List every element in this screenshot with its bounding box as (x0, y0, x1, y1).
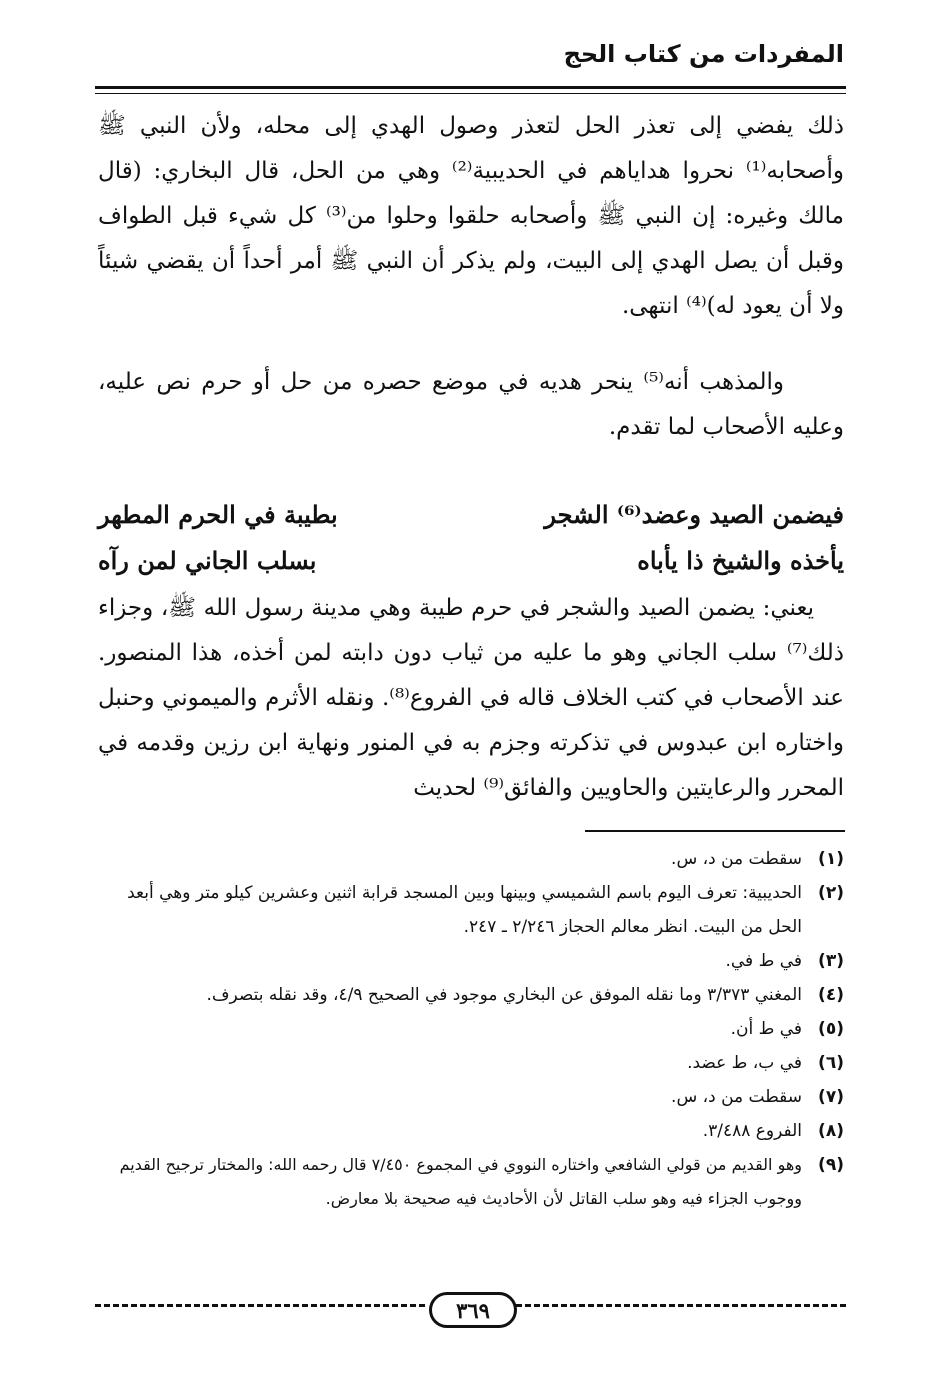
footnote-item (98, 1114, 844, 1148)
body-paragraph-3: يعني: يضمن الصيد والشجر في حرم طيبة وهي مدينة رسول الله ﷺ، وجزاء ذلك⁽⁷⁾ سلب الجاني وهو ما عليه من ثياب دون دابته لمن أخذه، هذا المنصور. عند الأصحاب في كتب الخلاف قاله في الفروع⁽⁸⁾. ونقله الأثرم والميموني وحنبل واختاره ابن عبدوس في تذكرته وجزم به في المنور ونهاية ابن رزين وقدمه في المحرر والرعايتين والحاويين والفائق⁽⁹⁾ لحديث (98, 595, 844, 801)
body-paragraph-1: ذلك يفضي إلى تعذر الحل لتعذر وصول الهدي إلى محله، ولأن النبي ﷺ وأصحابه⁽¹⁾ نحروا هداياهم في الحديبية⁽²⁾ وهي من الحل، قال البخاري: (قال مالك وغيره: إن النبي ﷺ وأصحابه حلقوا وحلوا من⁽³⁾ كل شيء قبل الطواف وقبل أن يصل الهدي إلى البيت، ولم يذكر أن النبي ﷺ أمر أحداً أن يقضي شيئاً ولا أن يعود له)⁽⁴⁾ انتهى. (98, 113, 844, 319)
footnote-text: وهو القديم من قولي الشافعي واختاره النووي في المجموع ٧/٤٥٠ قال رحمه الله: والمختار ترجيح القديم ووجوب الجزاء فيه وهو سلب القاتل لأن الأحاديث فيه صحيحة بلا معارض. (119, 1155, 802, 1208)
footnote-item (98, 1148, 844, 1216)
running-header-title: المفردات من كتاب الحج (563, 40, 844, 68)
footnote-text: في ب، ط عضد. (687, 1053, 802, 1073)
footnote-item (98, 1046, 844, 1080)
footnote-number: (٨) (818, 1121, 844, 1141)
verse-line-2-first-hemistich: يأخذه والشيخ ذا يأباه (637, 546, 844, 575)
footnote-number: (٦) (818, 1053, 844, 1073)
footnote-item (98, 978, 844, 1012)
footnote-text: المغني ٣/٣٧٣ وما نقله الموفق عن البخاري موجود في الصحيح ٤/٩، وقد نقله بتصرف. (206, 985, 802, 1005)
poem-verse (98, 492, 844, 584)
header-rule-thick (95, 86, 846, 89)
footnote-number: (٢) (818, 883, 844, 903)
body-paragraph-2: والمذهب أنه⁽⁵⁾ ينحر هديه في موضع حصره من حل أو حرم نص عليه، وعليه الأصحاب لما تقدم. (98, 369, 844, 440)
footnote-text: في ط في. (725, 951, 802, 971)
footnote-number: (١) (818, 849, 844, 869)
footnote-text: الحديبية: تعرف اليوم باسم الشميسي وبينها وبين المسجد قرابة اثنين وعشرين كيلو متر وهي أبعد الحل من البيت. انظر معالم الحجاز ٢/٢٤٦ ـ ٢٤٧. (127, 883, 802, 937)
footnote-number: (٧) (818, 1087, 844, 1107)
footer-dashed-line-left (95, 1304, 425, 1307)
verse-line-1-first-hemistich: فيضمن الصيد وعضد⁽⁶⁾ الشجر (544, 500, 844, 529)
page-number: ٣٦٩ (456, 1297, 490, 1323)
verse-line-2-second-hemistich: بسلب الجاني لمن رآه (98, 546, 317, 575)
header-rule-thin (95, 93, 846, 94)
footnote-item (98, 944, 844, 978)
footnote-number: (٤) (818, 985, 844, 1005)
footnote-number: (٣) (818, 951, 844, 971)
verse-line-1-second-hemistich: بطيبة في الحرم المطهر (98, 500, 338, 529)
footnote-text: في ط أن. (730, 1019, 802, 1039)
page-number-badge (429, 1292, 517, 1328)
footnote-number: (٩) (818, 1155, 844, 1175)
footnote-text: الفروع ٣/٤٨٨. (702, 1121, 802, 1141)
footnote-separator (585, 830, 845, 832)
footnote-item (98, 1080, 844, 1114)
footer-dashed-line-right (516, 1304, 846, 1307)
footnote-number: (٥) (818, 1019, 844, 1039)
footnote-item (98, 876, 844, 944)
verse-line-1 (98, 492, 844, 538)
footnotes-section (98, 842, 844, 1216)
footnote-item (98, 842, 844, 876)
page-footer (95, 1292, 846, 1328)
footnote-text: سقطت من د، س. (671, 849, 802, 869)
footnote-item (98, 1012, 844, 1046)
footnote-text: سقطت من د، س. (671, 1087, 802, 1107)
verse-line-2 (98, 538, 844, 584)
